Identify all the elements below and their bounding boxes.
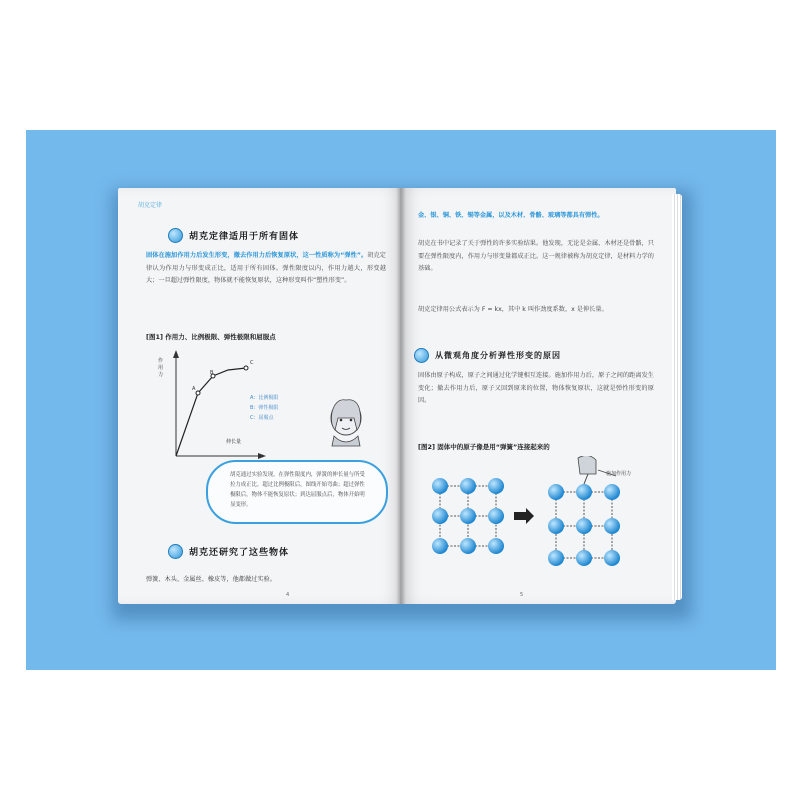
left-page [118,188,404,604]
paragraph-r2: 胡克定律用公式表示为 F = kx，其中 k 叫作劲度系数，x 是伸长量。 [418,306,608,313]
right-page [400,188,676,604]
hooke-portrait-icon [324,396,368,448]
figure-2-caption: [图2] 固体中的原子像是用“弹簧”连接起来的 [418,443,550,451]
paragraph-r3: 固体由原子构成，原子之间通过化学键相互连接。施加作用力后，原子之间的距离发生变化；撤去作用力后，原子又回到原来的位置，物体恢复原状，这就是弹性形变的原因。 [418,372,654,405]
x-axis-label: 伸长量 [226,439,242,445]
legend-item: A：比例极限 [250,395,279,401]
section-heading-1 [168,228,299,243]
paragraph-1 [146,250,386,288]
section-title-1: 胡克定律适用于所有固体 [189,232,300,242]
section-title-2: 胡克还研究了这些物体 [189,548,290,558]
figure-1-caption: [图1] 作用力、比例极限、弹性极限和屈服点 [146,333,276,341]
paragraph-r1: 胡克在书中记录了关于弹性的许多实验结果。他发现，无论是金属、木材还是骨骼，只要在弹性限度内，作用力与形变量都成正比。这一规律被称为胡克定律，是材料力学的基础。 [418,240,654,273]
point-c-label: C [250,360,254,366]
book-gutter [396,188,406,604]
hand-label: 施加作用力 [606,471,632,477]
y-axis-label: 作用力 [158,358,164,378]
hand-icon [578,456,596,474]
bottom-text: 弹簧、木头、金属丝、橡皮等，他都做过实验。 [146,576,276,583]
page-edges [672,194,682,600]
paragraph-1-body: 胡克定律认为作用力与形变成正比，适用于所有固体。弹性限度以内，作用力越大，形变越大；一旦超过弹性限度，物体就不能恢复原状，这种形变叫作“塑性形变”。 [146,252,386,285]
point-c [244,366,248,370]
running-header: 胡克定律 [138,202,163,209]
page-number-right: 5 [520,592,524,598]
section-heading-r [414,348,561,363]
highlight-text: 固体在施加作用力后发生形变，撤去作用力后恢复原状，这一性质称为“弹性”。 [146,252,368,259]
page-number-left: 4 [286,592,290,598]
point-b-label: B [210,370,214,376]
point-a-label: A [192,386,196,392]
bullet-circle-icon [168,544,183,559]
bubble-text: 胡克通过实验发现，在弹性限度内，弹簧的伸长量与所受拉力成正比。超过比例极限后，图线开始弯曲；超过弹性极限后，物体不能恢复原状；到达屈服点后，物体开始明显变形。 [230,472,365,508]
legend-item: C：屈服点 [250,415,274,421]
x-axis-arrow [258,453,266,459]
legend-item: B：弹性极限 [250,405,279,411]
chart-legend [250,393,278,423]
speech-bubble [206,460,388,524]
point-a [196,391,200,395]
section-heading-2 [168,544,289,559]
section-title-r: 从微观角度分析弹性形变的原因 [435,351,561,360]
bullet-circle-icon [168,228,183,243]
y-axis-arrow [173,350,179,358]
right-arrow-icon [514,508,534,524]
bullet-circle-icon [414,348,429,363]
top-highlight: 金、银、铜、铁、锡等金属，以及木材、骨骼、玻璃等都具有弹性。 [418,212,604,219]
